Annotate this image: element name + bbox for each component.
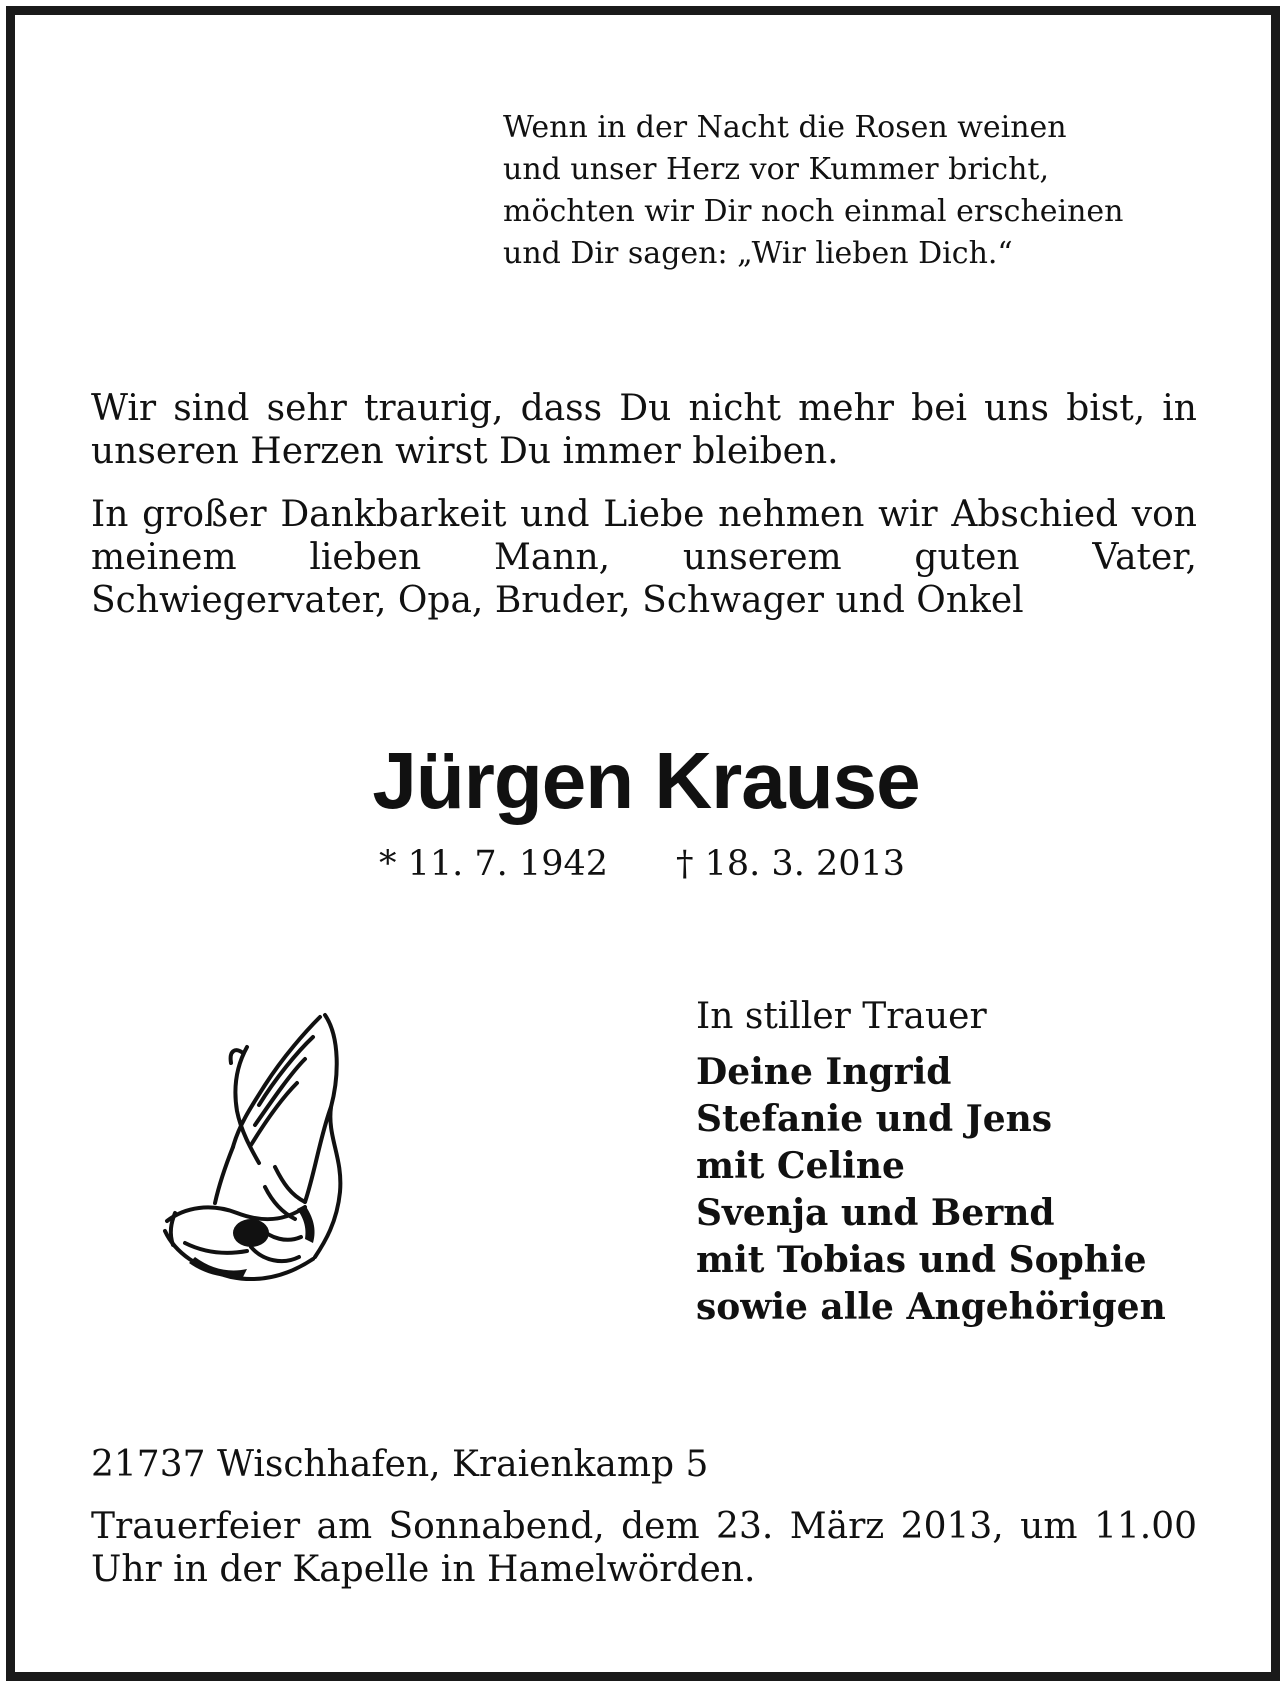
poem-line: möchten wir Dir noch einmal erscheinen bbox=[503, 194, 1124, 229]
intro-paragraph-2: In großer Dankbarkeit und Liebe nehmen wir Abschied von meinem lieben Mann, unserem guten Vater, Schwiegervater, Opa, Bruder, Schwager und Onkel bbox=[91, 494, 1197, 621]
address: 21737 Wischhafen, Kraienkamp 5 bbox=[91, 1444, 709, 1485]
mourner-name: mit Celine bbox=[696, 1145, 905, 1187]
mourners-list bbox=[696, 1049, 1166, 1331]
mourner-name: Svenja und Bernd bbox=[696, 1192, 1055, 1234]
poem-line: Wenn in der Nacht die Rosen weinen bbox=[503, 110, 1067, 145]
praying-hands-icon bbox=[155, 1007, 355, 1283]
funeral-notice: Trauerfeier am Sonnabend, dem 23. März 2013, um 11.00 Uhr in der Kapelle in Hamelwörden. bbox=[91, 1506, 1197, 1590]
mourner-name: Stefanie und Jens bbox=[696, 1098, 1053, 1140]
poem bbox=[503, 107, 1223, 275]
poem-line: und unser Herz vor Kummer bricht, bbox=[503, 152, 1049, 187]
poem-line: und Dir sagen: „Wir lieben Dich.“ bbox=[503, 236, 1013, 271]
obituary-frame bbox=[6, 6, 1280, 1681]
mourner-name: Deine Ingrid bbox=[696, 1051, 952, 1093]
mourners-heading: In stiller Trauer bbox=[696, 996, 987, 1037]
mourner-name: mit Tobias und Sophie bbox=[696, 1239, 1147, 1281]
deceased-name: Jürgen Krause bbox=[372, 736, 920, 825]
intro-paragraph-1: Wir sind sehr traurig, dass Du nicht mehr bei uns bist, in unseren Herzen wirst Du immer bleiben. bbox=[91, 388, 1197, 472]
death-date: † 18. 3. 2013 bbox=[676, 844, 906, 884]
mourner-name: sowie alle Angehörigen bbox=[696, 1286, 1166, 1328]
life-dates bbox=[379, 843, 979, 885]
birth-date: * 11. 7. 1942 bbox=[379, 844, 609, 884]
